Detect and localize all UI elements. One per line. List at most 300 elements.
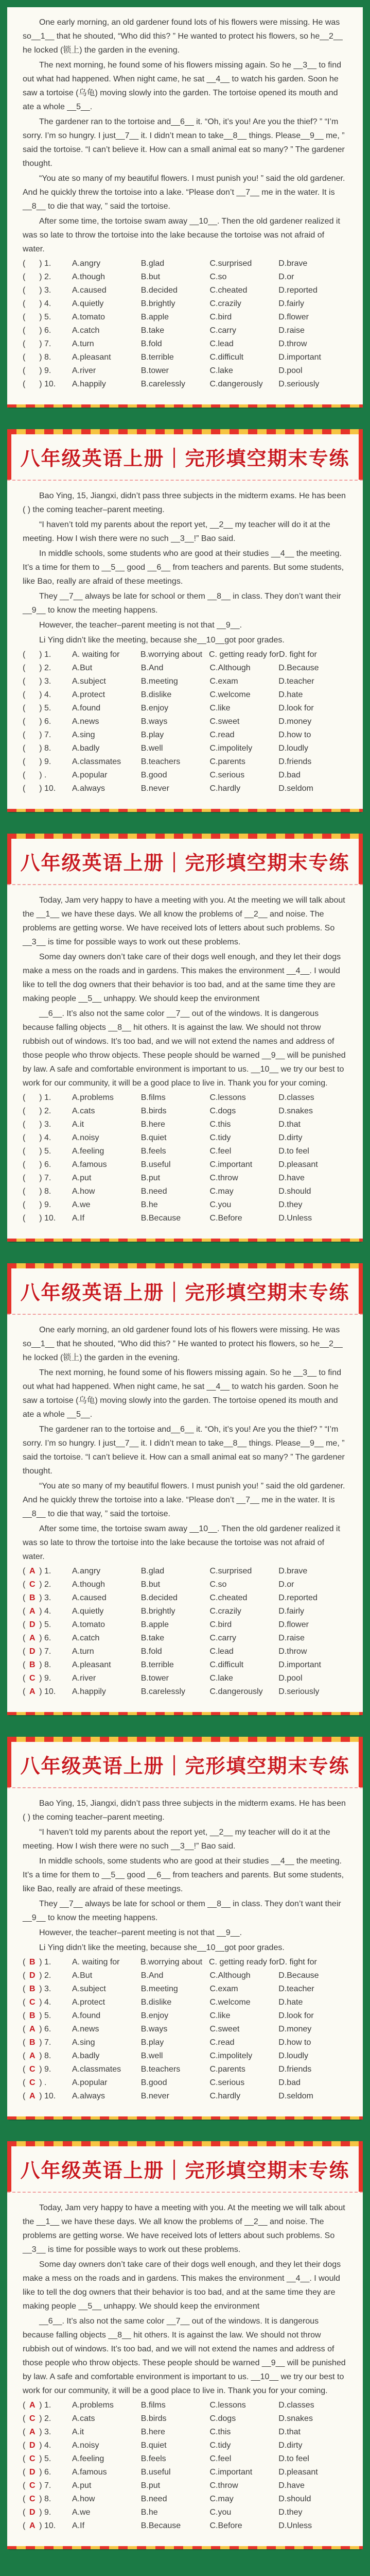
choice-b[interactable]: B.tower	[140, 1674, 169, 1683]
choice-d[interactable]: D.important	[278, 353, 321, 362]
choice-b[interactable]: B.dislike	[140, 1998, 172, 2007]
option-row	[23, 1618, 347, 1632]
passage-paragraph: __6__. It’s also not the same color __7__ out of the windows. It is dangerous because falling objects __8__ hit others. It is against the law. We should not throw rubbish out of windows. It’s too bad, and we will not extend the names and address of those people who throw objects. These people should be warned __9__ will be punished by law. A safe and comfortable environment is important to us. __10__ we try our best to work for our community, it will be a good place to live in. Thank you for your coming.	[23, 1009, 346, 1088]
question-number: 1	[44, 2401, 49, 2410]
choice-c[interactable]: C.sweet	[209, 717, 240, 726]
choice-a[interactable]: A.sing	[72, 2038, 95, 2047]
choice-d[interactable]: D.Because	[278, 1971, 319, 1980]
choice-d[interactable]: D.classes	[278, 1093, 314, 1102]
choice-a[interactable]: A.cats	[72, 2414, 95, 2423]
choice-d[interactable]: D.brave	[278, 259, 308, 268]
choice-c[interactable]: C.lead	[209, 1647, 234, 1656]
choice-b[interactable]: B.enjoy	[140, 2011, 169, 2020]
choice-a[interactable]: A.happily	[72, 380, 106, 388]
choice-b[interactable]: B.And	[140, 1971, 164, 1980]
choice-a[interactable]: A.happily	[72, 1687, 106, 1696]
choice-a[interactable]: A.If	[72, 2521, 85, 2530]
choice-a[interactable]: A.put	[72, 1174, 92, 1182]
choice-c[interactable]: C.difficult	[209, 353, 244, 362]
choice-c[interactable]: C.surprised	[209, 1567, 252, 1575]
choice-d[interactable]: D.seldom	[278, 784, 313, 793]
choice-c[interactable]: C.Before	[209, 1214, 242, 1223]
choice-d[interactable]: D.fairly	[278, 299, 305, 308]
card-foot-strip	[7, 809, 363, 812]
choice-c[interactable]: C.like	[209, 2011, 231, 2020]
choice-d[interactable]: D.bad	[278, 2078, 301, 2087]
choice-b[interactable]: B.well	[140, 744, 163, 753]
choice-d[interactable]: D.seldom	[278, 2092, 313, 2100]
choice-c[interactable]: C.welcome	[209, 1998, 251, 2007]
option-number: ( B ) 8.	[23, 1658, 72, 1672]
option-row	[23, 257, 347, 270]
choice-b[interactable]: B.glad	[140, 259, 165, 268]
option-number: ( ) .	[23, 771, 47, 779]
choice-d[interactable]: D.pleasant	[278, 1160, 318, 1169]
passage-paragraph: One early morning, an old gardener found lots of his flowers were missing. He was so__1__ that he shouted, “Who did this? ” He wanted to protect his flowers, so he__2__ he locked (锁上) the garden in the evening.	[23, 1326, 343, 1362]
choice-b[interactable]: B.dislike	[140, 690, 172, 699]
choice-a[interactable]: A.catch	[72, 1634, 100, 1642]
choice-c[interactable]: C.feel	[209, 2454, 232, 2463]
choice-b[interactable]: B.take	[140, 1634, 165, 1642]
choice-c[interactable]: C.parents	[209, 2065, 245, 2074]
choice-c[interactable]: C.throw	[209, 1174, 238, 1182]
choice-d[interactable]: D.flower	[278, 1620, 309, 1629]
choice-b[interactable]: B.need	[140, 1187, 167, 1196]
choice-d[interactable]: D.raise	[278, 326, 305, 335]
question-number: 4	[44, 1607, 49, 1616]
choice-c[interactable]: C.crazily	[209, 299, 241, 308]
choice-c[interactable]: C.cheated	[209, 286, 248, 295]
choice-b[interactable]: B.here	[140, 2428, 165, 2436]
choice-a[interactable]: A.problems	[72, 1093, 114, 1102]
question-number: 2	[44, 2414, 49, 2423]
passage-paragraph: The next morning, he found some of his flowers missing again. So he __3__ to find out what had happened. When night came, he sat __4__ to watch his garden. Soon he saw a tortoise (乌龟) moving slowly into the garden. The tortoise opened its mouth and ate a whole __5__.	[23, 1368, 342, 1419]
option-row	[23, 364, 347, 378]
question-number: 5	[44, 2011, 49, 2020]
choice-d[interactable]: D.fairly	[278, 1607, 305, 1616]
choice-c[interactable]: C.Although	[209, 664, 251, 672]
choice-b[interactable]: B.fold	[140, 1647, 162, 1656]
choice-d[interactable]: D.Unless	[278, 1214, 312, 1223]
choice-d[interactable]: D.look for	[278, 2011, 314, 2020]
choice-d[interactable]: D.pool	[278, 366, 303, 375]
choice-a[interactable]: A.caused	[72, 1594, 107, 1602]
choice-c[interactable]: C.lead	[209, 340, 234, 348]
choice-b[interactable]: B.tower	[140, 366, 169, 375]
choice-d[interactable]: D.hate	[278, 690, 303, 699]
choice-a[interactable]: A.catch	[72, 326, 100, 335]
choice-c[interactable]: C.surprised	[209, 259, 252, 268]
choice-a[interactable]: A.we	[72, 2508, 91, 2517]
choice-b[interactable]: B.need	[140, 2495, 167, 2503]
choice-a[interactable]: A.If	[72, 1214, 85, 1223]
choice-b[interactable]: B.decided	[140, 286, 178, 295]
choice-a[interactable]: A.river	[72, 1674, 96, 1683]
question-number: 3	[44, 1120, 49, 1129]
choice-b[interactable]: B.enjoy	[140, 704, 169, 713]
option-row	[23, 728, 347, 742]
choice-c[interactable]: C. getting ready for	[208, 1958, 279, 1967]
choice-c[interactable]: C.dangerously	[209, 380, 263, 388]
choice-d[interactable]: D.should	[278, 1187, 311, 1196]
choice-c[interactable]: C.dangerously	[209, 1687, 263, 1696]
page-title: 八年级英语上册｜完形填空期末专练	[20, 1280, 350, 1304]
choice-d[interactable]: D.loudly	[278, 744, 309, 753]
choice-c[interactable]: C.exam	[209, 677, 238, 686]
passage-paragraph: They __7__ always be late for school or them __8__ in class. They don’t want their __9__ to know the meeting happens.	[23, 592, 341, 615]
choice-c[interactable]: C.important	[209, 2468, 253, 2477]
choice-a[interactable]: A.classmates	[72, 2065, 121, 2074]
choice-d[interactable]: D.teacher	[278, 677, 314, 686]
choice-a[interactable]: A.river	[72, 366, 96, 375]
question-number: 10	[44, 1214, 54, 1223]
choice-d[interactable]: D.to feel	[278, 2454, 309, 2463]
choice-c[interactable]: C.Before	[209, 2521, 242, 2530]
choice-d[interactable]: D.friends	[278, 757, 312, 766]
question-number: 9	[44, 1674, 49, 1683]
choice-b[interactable]: B.apple	[140, 313, 169, 321]
choice-b[interactable]: B.here	[140, 1120, 165, 1129]
choice-c[interactable]: C.dogs	[209, 2414, 236, 2423]
choice-c[interactable]: C.this	[209, 1120, 231, 1129]
choice-d[interactable]: D.throw	[278, 340, 307, 348]
choice-c[interactable]: C.lake	[209, 1674, 233, 1683]
choice-c[interactable]: C.bird	[209, 313, 232, 321]
choice-a[interactable]: A.news	[72, 717, 99, 726]
choice-c[interactable]: C.carry	[209, 1634, 237, 1642]
choice-b[interactable]: B.but	[140, 1580, 161, 1589]
choice-d[interactable]: D.seriously	[278, 380, 320, 388]
choice-b[interactable]: B.meeting	[140, 1985, 178, 1993]
choice-c[interactable]: C.impolitely	[209, 744, 253, 753]
choice-a[interactable]: A.it	[72, 1120, 84, 1129]
choice-b[interactable]: B.apple	[140, 1620, 169, 1629]
choice-c[interactable]: C.like	[209, 704, 231, 713]
choice-d[interactable]: D. fight for	[279, 1958, 317, 1967]
choice-a[interactable]: A.problems	[72, 2401, 114, 2410]
choice-d[interactable]: D.or	[278, 1580, 294, 1589]
choice-a[interactable]: A.pleasant	[72, 1660, 111, 1669]
question-number: 10	[44, 2521, 54, 2530]
choice-b[interactable]: B.Because	[140, 1214, 181, 1223]
choice-a[interactable]: A.how	[72, 1187, 95, 1196]
choice-c[interactable]: C.may	[209, 2495, 234, 2503]
choice-d[interactable]: D.look for	[278, 704, 314, 713]
choice-a[interactable]: A.But	[72, 664, 93, 672]
option-row	[23, 648, 347, 662]
choice-d[interactable]: D.hate	[278, 1998, 303, 2007]
choice-b[interactable]: B.quiet	[140, 2441, 167, 2450]
choice-a[interactable]: A.though	[72, 273, 105, 281]
choice-c[interactable]: C.may	[209, 1187, 234, 1196]
choice-a[interactable]: A.sing	[72, 731, 95, 739]
choice-c[interactable]: C.sweet	[209, 2025, 240, 2033]
choice-b[interactable]: B.take	[140, 326, 165, 335]
choice-b[interactable]: B.carelessly	[140, 380, 185, 388]
choice-a[interactable]: A.found	[72, 704, 101, 713]
choice-a[interactable]: A.we	[72, 1200, 91, 1209]
choice-b[interactable]: B.Because	[140, 2521, 181, 2530]
choice-b[interactable]: B.put	[140, 2481, 161, 2490]
choice-a[interactable]: A.popular	[72, 771, 108, 779]
choice-a[interactable]: A.badly	[72, 744, 100, 753]
choice-d[interactable]: D.they	[278, 2508, 303, 2517]
choice-d[interactable]: D.dirty	[278, 2441, 303, 2450]
choice-b[interactable]: B.worrying about	[140, 1958, 203, 1967]
choice-d[interactable]: D.reported	[278, 1594, 318, 1602]
choice-b[interactable]: B.films	[140, 2401, 166, 2410]
question-number: 10	[44, 380, 54, 388]
choice-c[interactable]: C.read	[209, 2038, 235, 2047]
choice-d[interactable]: D.important	[278, 1660, 321, 1669]
choice-c[interactable]: C.important	[209, 1160, 253, 1169]
choice-c[interactable]: C.lessons	[209, 1093, 246, 1102]
card-passage-6	[7, 2141, 363, 2549]
choice-b[interactable]: B.carelessly	[140, 1687, 185, 1696]
answer-key: A	[29, 2428, 36, 2436]
passage-paragraph: After some time, the tortoise swam away __10__. Then the old gardener realized it was so late to throw the tortoise into the lake because the tortoise was not afraid of water.	[23, 1524, 340, 1561]
choice-a[interactable]: A.But	[72, 1971, 93, 1980]
choice-b[interactable]: B.quiet	[140, 1133, 167, 1142]
choice-c[interactable]: C. getting ready for	[208, 650, 279, 659]
choice-d[interactable]: D.Because	[278, 664, 319, 672]
choice-d[interactable]: D.have	[278, 1174, 305, 1182]
choice-c[interactable]: C.lake	[209, 366, 233, 375]
choice-b[interactable]: B.never	[140, 784, 169, 793]
choice-a[interactable]: A.caused	[72, 286, 107, 295]
card-header	[7, 429, 363, 481]
choice-b[interactable]: B.meeting	[140, 677, 178, 686]
choice-a[interactable]: A. waiting for	[72, 650, 120, 659]
choice-a[interactable]: A.always	[72, 784, 105, 793]
choice-b[interactable]: B.he	[140, 1200, 158, 1209]
choice-a[interactable]: A.quietly	[72, 1607, 104, 1616]
choice-b[interactable]: B.films	[140, 1093, 166, 1102]
choice-a[interactable]: A.turn	[72, 1647, 94, 1656]
choice-a[interactable]: A.angry	[72, 259, 101, 268]
choice-c[interactable]: C.serious	[209, 2078, 245, 2087]
question-number: 9	[44, 366, 49, 375]
choice-b[interactable]: B.worrying about	[140, 650, 203, 659]
choice-a[interactable]: A.protect	[72, 1998, 105, 2007]
choice-a[interactable]: A.popular	[72, 2078, 108, 2087]
choice-c[interactable]: C.hardly	[209, 2092, 241, 2100]
passage-paragraph: Li Ying didn’t like the meeting, because she__10__got poor grades.	[39, 1943, 285, 1952]
choice-c[interactable]: C.so	[209, 1580, 227, 1589]
choice-d[interactable]: D.snakes	[278, 2414, 313, 2423]
choice-b[interactable]: B.teachers	[140, 757, 181, 766]
choice-a[interactable]: A.badly	[72, 2052, 100, 2060]
choice-a[interactable]: A.pleasant	[72, 353, 111, 362]
choice-a[interactable]: A.quietly	[72, 299, 104, 308]
choice-a[interactable]: A.protect	[72, 690, 105, 699]
choice-a[interactable]: A.tomato	[72, 313, 105, 321]
choice-b[interactable]: B.ways	[140, 2025, 168, 2033]
choice-d[interactable]: D.should	[278, 2495, 311, 2503]
answer-key: B	[29, 1594, 36, 1602]
choice-d[interactable]: D.they	[278, 1200, 303, 1209]
choice-a[interactable]: A.turn	[72, 340, 94, 348]
page-title: 八年级英语上册｜完形填空期末专练	[20, 446, 350, 470]
choice-d[interactable]: D. fight for	[279, 650, 317, 659]
choice-a[interactable]: A. waiting for	[72, 1958, 120, 1967]
choice-b[interactable]: B.feels	[140, 2454, 166, 2463]
choice-a[interactable]: A.news	[72, 2025, 99, 2033]
choice-d[interactable]: D.how to	[278, 2038, 311, 2047]
choice-d[interactable]: D.pool	[278, 1674, 303, 1683]
choice-c[interactable]: C.difficult	[209, 1660, 244, 1669]
card-header	[7, 2141, 363, 2193]
choice-a[interactable]: A.found	[72, 2011, 101, 2020]
choice-c[interactable]: C.tidy	[209, 1133, 231, 1142]
choice-d[interactable]: D.teacher	[278, 1985, 314, 1993]
choice-b[interactable]: B.play	[140, 731, 164, 739]
choice-b[interactable]: B.put	[140, 1174, 161, 1182]
choice-b[interactable]: B.brightly	[140, 299, 175, 308]
choice-a[interactable]: A.famous	[72, 1160, 107, 1169]
choice-c[interactable]: C.crazily	[209, 1607, 241, 1616]
option-row	[23, 1605, 347, 1618]
choice-a[interactable]: A.noisy	[72, 1133, 99, 1142]
choice-c[interactable]: C.carry	[209, 326, 237, 335]
choice-d[interactable]: D.money	[278, 717, 312, 726]
choice-a[interactable]: A.how	[72, 2495, 95, 2503]
option-row	[23, 1565, 347, 1578]
choice-b[interactable]: B.terrible	[140, 1660, 174, 1669]
choice-b[interactable]: B.but	[140, 273, 161, 281]
option-number: ( C ) 9.	[23, 2063, 72, 2076]
choice-a[interactable]: A.subject	[72, 677, 106, 686]
choice-b[interactable]: B.And	[140, 664, 164, 672]
choice-d[interactable]: D.loudly	[278, 2052, 309, 2060]
choice-b[interactable]: B.birds	[140, 1107, 167, 1115]
choice-c[interactable]: C.bird	[209, 1620, 232, 1629]
choice-c[interactable]: C.impolitely	[209, 2052, 253, 2060]
choice-a[interactable]: A.famous	[72, 2468, 107, 2477]
choice-a[interactable]: A.feeling	[72, 1147, 104, 1156]
option-row	[23, 1632, 347, 1645]
choice-a[interactable]: A.put	[72, 2481, 92, 2490]
choice-c[interactable]: C.welcome	[209, 690, 251, 699]
choice-c[interactable]: C.hardly	[209, 784, 241, 793]
option-number: ( ) 4.	[23, 1133, 51, 1142]
choice-d[interactable]: D.pleasant	[278, 2468, 318, 2477]
choice-b[interactable]: B.decided	[140, 1594, 178, 1602]
choice-c[interactable]: C.Although	[209, 1971, 251, 1980]
choice-a[interactable]: A.angry	[72, 1567, 101, 1575]
passage-paragraph: However, the teacher–parent meeting is not that __9__.	[39, 621, 242, 630]
choice-b[interactable]: B.good	[140, 771, 167, 779]
choice-d[interactable]: D.snakes	[278, 1107, 313, 1115]
choice-d[interactable]: D.that	[278, 2428, 301, 2436]
card-foot-strip	[7, 404, 363, 408]
choice-b[interactable]: B.play	[140, 2038, 164, 2047]
question-number: 9	[44, 757, 49, 766]
choice-a[interactable]: A.though	[72, 1580, 105, 1589]
choice-b[interactable]: B.terrible	[140, 353, 174, 362]
choice-c[interactable]: C.you	[209, 1200, 232, 1209]
choice-b[interactable]: B.well	[140, 2052, 163, 2060]
choice-d[interactable]: D.flower	[278, 313, 309, 321]
choice-c[interactable]: C.feel	[209, 1147, 232, 1156]
choice-b[interactable]: B.ways	[140, 717, 168, 726]
choice-d[interactable]: D.friends	[278, 2065, 312, 2074]
choice-c[interactable]: C.throw	[209, 2481, 238, 2490]
choice-c[interactable]: C.so	[209, 273, 227, 281]
choice-b[interactable]: B.useful	[140, 2468, 171, 2477]
choice-b[interactable]: B.fold	[140, 340, 162, 348]
choice-b[interactable]: B.teachers	[140, 2065, 181, 2074]
passage-paragraph: Bao Ying, 15, Jiangxi, didn’t pass three subjects in the midterm exams. He has been ( ) the coming teacher–parent meeting.	[23, 492, 346, 514]
choice-c[interactable]: C.you	[209, 2508, 232, 2517]
option-row	[23, 755, 347, 769]
choice-d[interactable]: D.or	[278, 273, 294, 281]
option-number: ( ) 6.	[23, 1160, 51, 1169]
choice-c[interactable]: C.serious	[209, 771, 245, 779]
choice-d[interactable]: D.Unless	[278, 2521, 312, 2530]
choice-a[interactable]: A.feeling	[72, 2454, 104, 2463]
choice-c[interactable]: C.parents	[209, 757, 245, 766]
answer-key: B	[29, 1958, 36, 1967]
choice-d[interactable]: D.raise	[278, 1634, 305, 1642]
option-number: ( ) 7.	[23, 340, 51, 348]
option-row	[23, 1091, 347, 1105]
question-number: 7	[44, 1647, 49, 1656]
choice-c[interactable]: C.dogs	[209, 1107, 236, 1115]
choice-a[interactable]: A.tomato	[72, 1620, 105, 1629]
choice-b[interactable]: B.feels	[140, 1147, 166, 1156]
choice-d[interactable]: D.that	[278, 1120, 301, 1129]
choice-d[interactable]: D.throw	[278, 1647, 307, 1656]
choice-d[interactable]: D.bad	[278, 771, 301, 779]
choice-d[interactable]: D.to feel	[278, 1147, 309, 1156]
choice-c[interactable]: C.cheated	[209, 1594, 248, 1602]
choice-b[interactable]: B.never	[140, 2092, 169, 2100]
choice-b[interactable]: B.good	[140, 2078, 167, 2087]
choice-d[interactable]: D.have	[278, 2481, 305, 2490]
question-number: 4	[44, 1998, 49, 2007]
option-number: ( ) 3.	[23, 677, 51, 686]
choice-a[interactable]: A.cats	[72, 1107, 95, 1115]
question-number: 10	[44, 1687, 54, 1696]
option-number: ( ) 9.	[23, 366, 51, 375]
choice-a[interactable]: A.always	[72, 2092, 105, 2100]
choice-d[interactable]: D.dirty	[278, 1133, 303, 1142]
choice-b[interactable]: B.useful	[140, 1160, 171, 1169]
choice-a[interactable]: A.noisy	[72, 2441, 99, 2450]
choice-d[interactable]: D.money	[278, 2025, 312, 2033]
option-row	[23, 1956, 347, 1969]
choice-d[interactable]: D.how to	[278, 731, 311, 739]
choice-b[interactable]: B.brightly	[140, 1607, 175, 1616]
choice-b[interactable]: B.he	[140, 2508, 158, 2517]
choice-c[interactable]: C.this	[209, 2428, 231, 2436]
choice-d[interactable]: D.seriously	[278, 1687, 320, 1696]
choice-c[interactable]: C.tidy	[209, 2441, 231, 2450]
choice-a[interactable]: A.it	[72, 2428, 84, 2436]
choice-a[interactable]: A.subject	[72, 1985, 106, 1993]
choice-c[interactable]: C.lessons	[209, 2401, 246, 2410]
choice-d[interactable]: D.classes	[278, 2401, 314, 2410]
choice-d[interactable]: D.reported	[278, 286, 318, 295]
choice-d[interactable]: D.brave	[278, 1567, 308, 1575]
choice-b[interactable]: B.birds	[140, 2414, 167, 2423]
question-number: 8	[44, 1187, 49, 1196]
choice-a[interactable]: A.classmates	[72, 757, 121, 766]
choice-c[interactable]: C.read	[209, 731, 235, 739]
choice-c[interactable]: C.exam	[209, 1985, 238, 1993]
choice-b[interactable]: B.glad	[140, 1567, 165, 1575]
